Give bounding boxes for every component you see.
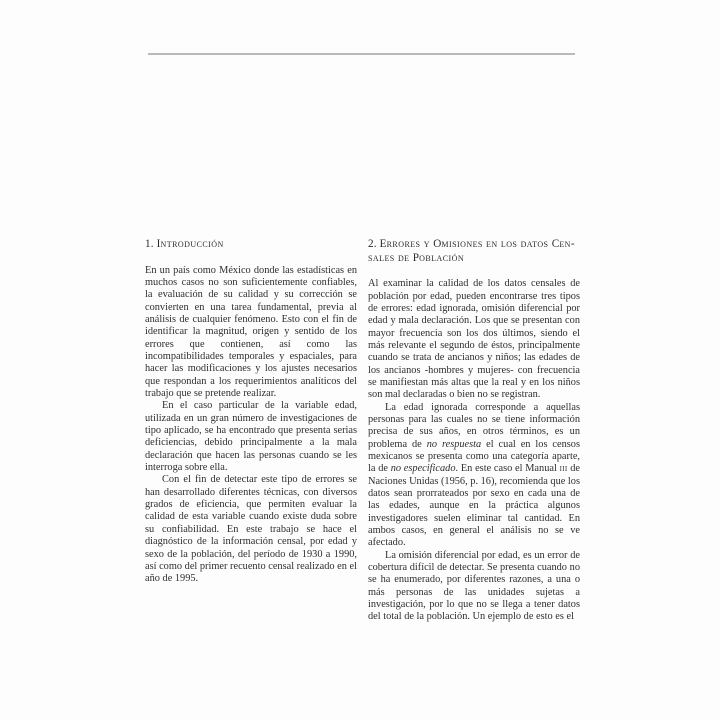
small-caps-numeral: iii — [559, 463, 568, 475]
section-title-initial-1: I — [156, 238, 161, 250]
paragraph — [368, 402, 580, 550]
text-run: . En este caso el Manual — [455, 463, 560, 475]
section-heading-errores-omisiones — [368, 238, 580, 265]
text-run: el cual en los censos mexicanos se presenta como una categoría aparte, la de — [368, 438, 580, 475]
section-title-initial-2c: C — [551, 238, 560, 250]
section-title-rest-2b: misiones en los datos — [441, 238, 552, 250]
body-text-left — [145, 265, 357, 586]
heading-spacer-left — [145, 252, 357, 265]
text-run: de Naciones Unidas (1956, p. 16), recomienda que los datos sean prorrateados por sexo en cada una de las edades, aunque en la práctica algunos investigadores suelen eliminar tal cantidad. En ambos casos, en general el análisis no se ve afectado. — [368, 463, 580, 549]
paragraph: Con el fin de detectar este tipo de errores se han desarrollado diferentes técnicas, con diversos grados de eficiencia, que permiten evaluar la calidad de esta variable cuando existe duda sobre su confiabilidad. En este trabajo se hace el diagnóstico de la información censal, por edad y sexo de la población, del período de 1930 a 1990, así como del primer recuento censal realizado en el año de 1995. — [145, 474, 357, 585]
header-rule — [148, 53, 575, 55]
paragraph — [368, 550, 580, 624]
text-run: La omisión diferencial por edad, es un error de cobertura difícil de detectar. Se presenta cuando no se ha enumerado, por diferentes razones, a una o más personas de las unidades sujetas a investigación, por lo que no se llega a tener datos del total de la población. Un ejemplo de esto es el — [368, 549, 580, 623]
column-left — [145, 238, 357, 586]
column-right — [368, 238, 580, 624]
section-title-rest-1: ntroducción — [160, 238, 224, 250]
body-text-right — [368, 278, 580, 624]
section-title-initial-2a: E — [379, 238, 387, 250]
emphasized-term: no especificado — [390, 463, 456, 475]
text-run: La edad ignorada corresponde a aquellas personas para las cuales no se tiene información precisa de sus años, en otros términos, es un problema de — [368, 401, 580, 450]
emphasized-term: no respuesta — [426, 438, 482, 450]
text-run: Al examinar la calidad de los datos censales de población por edad, pueden encontrarse tres tipos de errores: edad ignorada, omisión diferencial por edad y mala declaración. Los que se presentan con mayor frecuencia son los dos últimos, siendo el más relevante el segundo de éstos, principalmente cuando se trata de ancianos y niños; las edades de los ancianos -hombres y mujeres- con frecuencia se manifiestan más altas que la real y en los niños son mal declaradas o bien no se registran. — [368, 278, 580, 401]
paragraph: En un país como México donde las estadísticas en muchos casos no son suficientemente confiables, la evaluación de su calidad y su corrección se convierten en una tarea fundamental, previa al análisis de cualquier fenómeno. Esto con el fin de identificar la magnitud, origen y sentido de los errores que contienen, así como las incompatibilidades temporales y espaciales, para hacer las modificaciones y los ajustes necesarios que respondan a los requerimientos analíticos del trabajo que se pretende realizar. — [145, 264, 357, 400]
heading-spacer-right — [368, 265, 580, 278]
section-title-initial-2d: P — [412, 251, 420, 264]
section-title-rest-2c: en-sales de — [368, 238, 576, 264]
paragraph: En el caso particular de la variable edad, utilizada en un gran número de investigaciones de tipo aplicado, se ha encontrado que presenta serias deficiencias, debido principalmente a la mala declaración que hacen las personas cuando se les interroga sobre ella. — [145, 400, 357, 474]
section-title-rest-2a: rrores y — [386, 238, 434, 250]
paragraph — [368, 278, 580, 401]
section-number-2: 2. — [368, 238, 377, 250]
section-title-rest-2d: oblación — [419, 251, 465, 264]
section-number-1: 1. — [145, 238, 154, 250]
section-heading-introduccion — [145, 238, 357, 252]
section-title-initial-2b: O — [433, 238, 442, 250]
